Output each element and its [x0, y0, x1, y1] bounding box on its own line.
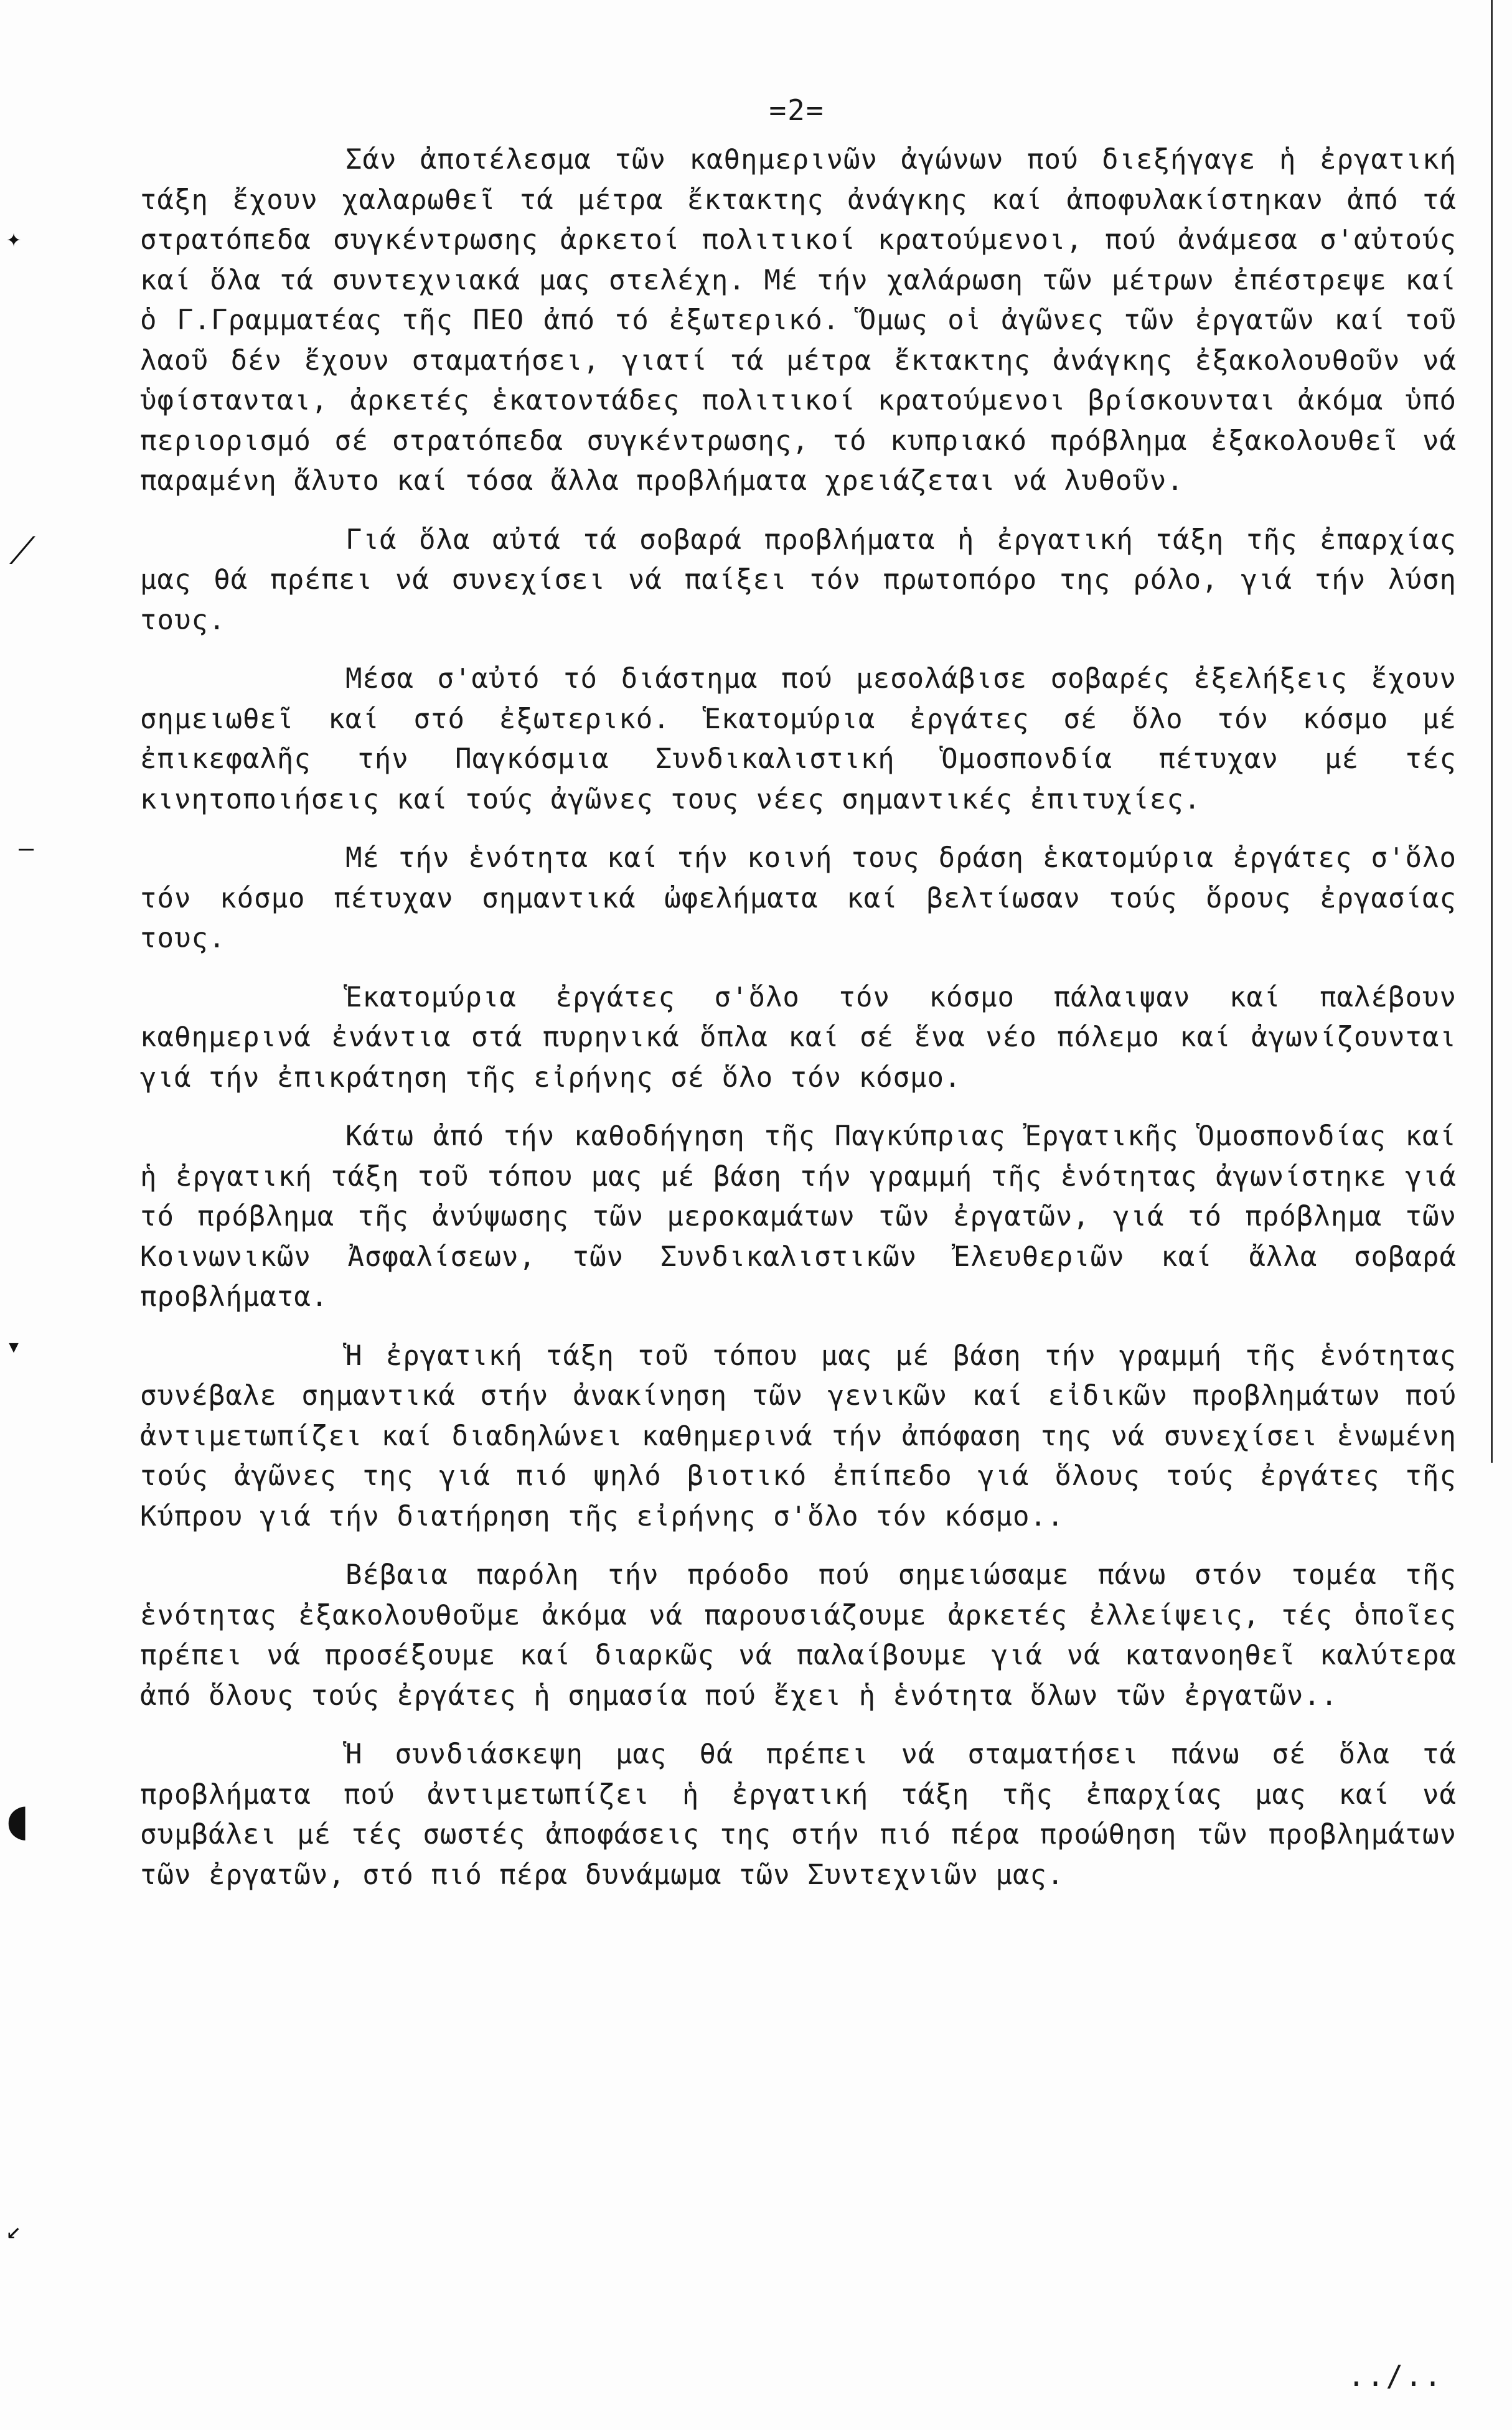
scan-edge-line: [1491, 0, 1493, 1463]
paragraph-3: Μέσα σ'αὐτό τό διάστημα πού μεσολάβισε σοβαρές ἐξελήξεις ἔχουν σημειωθεῖ καί στό ἐξωτερικό. Ἑκατομύρια ἐργάτες σέ ὅλο τόν κόσμο μέ ἐπικεφαλῆς τήν Παγκόσμια Συνδικαλιστική Ὁμοσπονδία πέτυχαν μέ τές κινητοποιήσεις καί τούς ἀγῶνες τους νέες σημαντικές ἐπιτυχίες.: [140, 663, 1457, 815]
paragraph-9: Ἡ συνδιάσκεψη μας θά πρέπει νά σταματήσει πάνω σέ ὅλα τά προβλήματα πού ἀντιμετωπίζει ἡ ἐργατική τάξη τῆς ἐπαρχίας μας καί νά συμβάλει μέ τές σωστές ἀποφάσεις της στήν πιό πέρα προώθηση τῶν προβλημάτων τῶν ἐργατῶν, στό πιό πέρα δυνάμωμα τῶν Συντεχνιῶν μας.: [140, 1738, 1457, 1891]
margin-mark-cross: ✦: [6, 224, 22, 253]
paragraph-7: Ἡ ἐργατική τάξη τοῦ τόπου μας μέ βάση τήν γραμμή τῆς ἑνότητας συνέβαλε σημαντικά στήν ἀνακίνηση τῶν γενικῶν καί εἰδικῶν προβλημάτων πού ἀντιμετωπίζει καί διαδηλώνει καθημερινά τήν ἀπόφαση της νά συνεχίσει ἑνωμένη τούς ἀγῶνες της γιά πιό ψηλό βιοτικό ἐπίπεδο γιά ὅλους τούς ἐργάτες τῆς Κύπρου γιά τήν διατήρηση τῆς εἰρήνης σ'ὅλο τόν κόσμο..: [140, 1339, 1457, 1532]
margin-mark-slash: ⟋: [9, 529, 35, 573]
paragraph-2: Γιά ὅλα αὐτά τά σοβαρά προβλήματα ἡ ἐργατική τάξη τῆς ἐπαρχίας μας θά πρέπει νά συνεχίσει νά παίξει τόν πρωτοπόρο της ρόλο, γιά τήν λύση τους.: [140, 523, 1457, 636]
margin-mark-hook: ↙: [6, 2216, 22, 2245]
margin-mark-blot: ◖: [0, 1786, 34, 1852]
margin-mark-dash: —: [19, 834, 34, 863]
paragraph-8: Βέβαια παρόλη τήν πρόοδο πού σημειώσαμε πάνω στόν τομέα τῆς ἑνότητας ἐξακολουθοῦμε ἀκόμα νά παρουσιάζουμε ἀρκετές ἐλλείψεις, τές ὁποῖες πρέπει νά προσέξουμε καί διαρκῶς νά παλαίβουμε γιά νά κατανοηθεῖ καλύτερα ἀπό ὅλους τούς ἐργάτες ἡ σημασία πού ἔχει ἡ ἑνότητα ὅλων τῶν ἐργατῶν..: [140, 1559, 1457, 1712]
continuation-mark: ../..: [1348, 2359, 1444, 2393]
margin-mark-arrow: ▾: [6, 1332, 22, 1361]
page-number: =2=: [769, 93, 825, 127]
document-body: [140, 140, 1457, 1914]
paragraph-4: Μέ τήν ἑνότητα καί τήν κοινή τους δράση ἑκατομύρια ἐργάτες σ'ὅλο τόν κόσμο πέτυχαν σημαντικά ὠφελήματα καί βελτίωσαν τούς ὅρους ἐργασίας τους.: [140, 842, 1457, 954]
paragraph-5: Ἑκατομύρια ἐργάτες σ'ὅλο τόν κόσμο πάλαιψαν καί παλέβουν καθημερινά ἐνάντια στά πυρηνικά ὅπλα καί σέ ἕνα νέο πόλεμο καί ἀγωνίζουνται γιά τήν ἐπικράτηση τῆς εἰρήνης σέ ὅλο τόν κόσμο.: [140, 981, 1457, 1094]
paragraph-6: Κάτω ἀπό τήν καθοδήγηση τῆς Παγκύπριας Ἐργατικῆς Ὁμοσπονδίας καί ἡ ἐργατική τάξη τοῦ τόπου μας μέ βάση τήν γραμμή τῆς ἑνότητας ἀγωνίστηκε γιά τό πρόβλημα τῆς ἀνύψωσης τῶν μεροκαμάτων τῶν ἐργατῶν, γιά τό πρόβλημα τῶν Κοινωνικῶν Ἀσφαλίσεων, τῶν Συνδικαλιστικῶν Ἐλευθεριῶν καί ἄλλα σοβαρά προβλήματα.: [140, 1120, 1457, 1313]
paragraph-1: Σάν ἀποτέλεσμα τῶν καθημερινῶν ἀγώνων πού διεξήγαγε ἡ ἐργατική τάξη ἔχουν χαλαρωθεῖ τά μέτρα ἔκτακτης ἀνάγκης καί ἀποφυλακίστηκαν ἀπό τά στρατόπεδα συγκέντρωσης ἀρκετοί πολιτικοί κρατούμενοι, πού ἀνάμεσα σ'αὐτούς καί ὅλα τά συντεχνιακά μας στελέχη. Μέ τήν χαλάρωση τῶν μέτρων ἐπέστρεψε καί ὁ Γ.Γραμματέας τῆς ΠΕΟ ἀπό τό ἐξωτερικό. Ὅμως οἱ ἀγῶνες τῶν ἐργατῶν καί τοῦ λαοῦ δέν ἔχουν σταματήσει, γιατί τά μέτρα ἔκτακτης ἀνάγκης ἐξακολουθοῦν νά ὑφίστανται, ἀρκετές ἑκατοντάδες πολιτικοί κρατούμενοι βρίσκουνται ἀκόμα ὑπό περιορισμό σέ στρατόπεδα συγκέντρωσης, τό κυπριακό πρόβλημα ἐξακολουθεῖ νά παραμένη ἄλυτο καί τόσα ἄλλα προβλήματα χρειάζεται νά λυθοῦν.: [140, 144, 1457, 497]
